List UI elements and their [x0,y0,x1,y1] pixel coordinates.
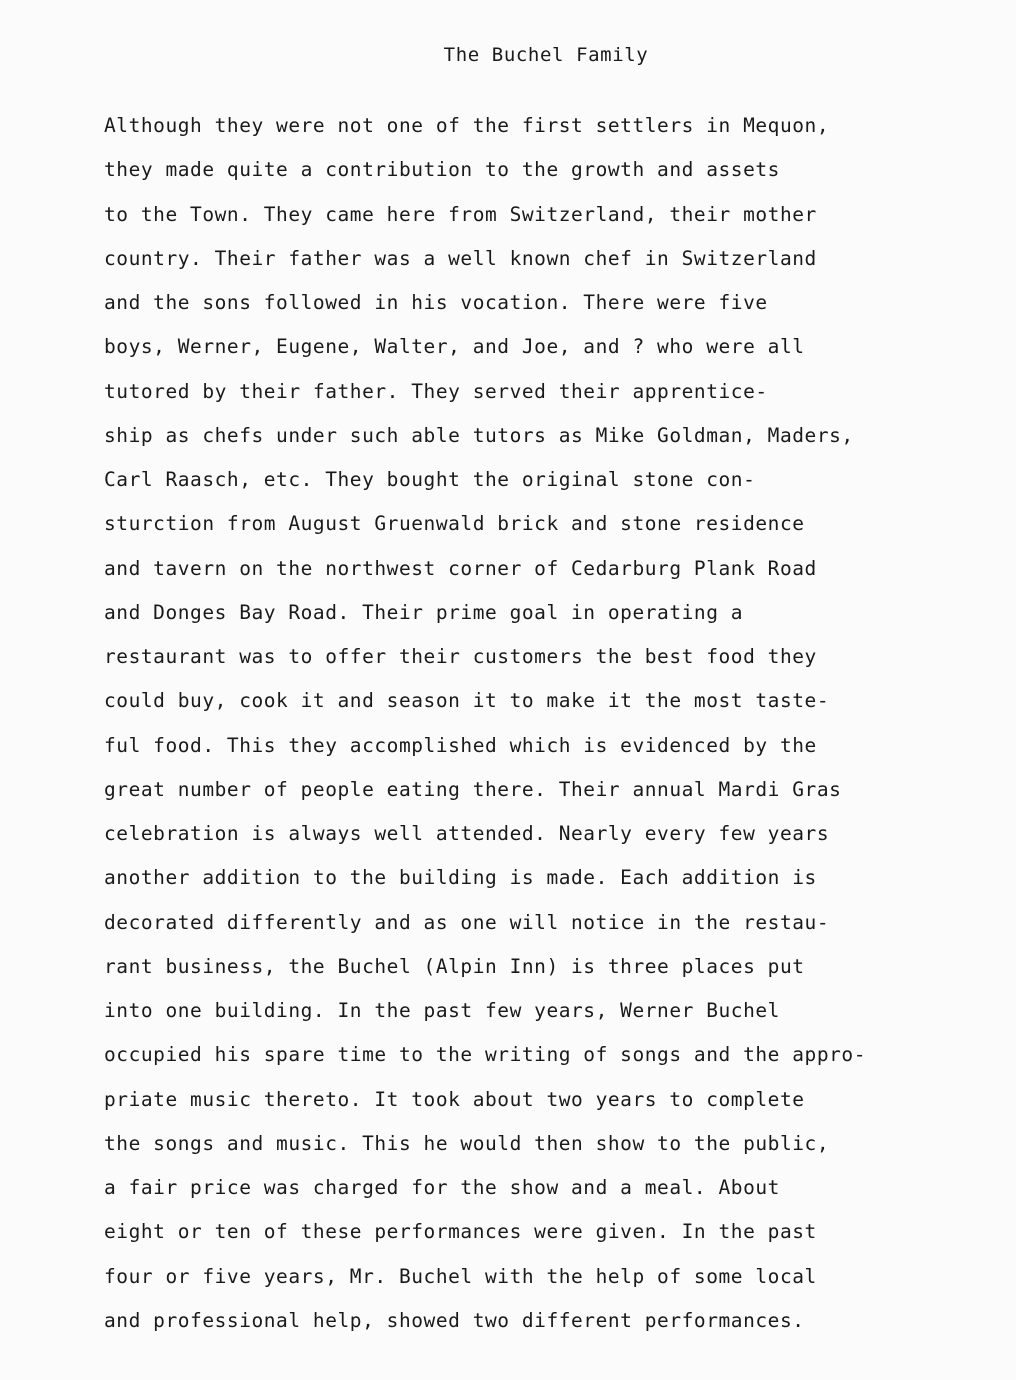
text-line: a fair price was charged for the show and a meal. About [104,1176,780,1199]
text-line: celebration is always well attended. Nearly every few years [104,822,830,845]
text-line: they made quite a contribution to the growth and assets [104,158,780,182]
body-text [104,112,984,1351]
text-line: tutored by their father. They served their apprentice- [104,379,768,403]
text-line: and tavern on the northwest corner of Cedarburg Plank Road [104,556,817,580]
page-title: The Buchel Family [443,44,649,66]
text-line: sturction from August Gruenwald brick and stone residence [104,512,805,536]
text-line: boys, Werner, Eugene, Walter, and Joe, and ? who were all [104,335,805,359]
text-line: the songs and music. This he would then show to the public, [104,1131,830,1155]
text-line: four or five years, Mr. Buchel with the help of some local [104,1264,817,1288]
text-line: ful food. This they accomplished which is evidenced by the [104,733,817,757]
text-line: and the sons followed in his vocation. There were five [104,291,768,314]
text-line: and Donges Bay Road. Their prime goal in operating a [104,600,744,624]
text-line: Although they were not one of the first settlers in Mequon, [104,114,830,137]
text-line: eight or ten of these performances were given. In the past [104,1220,817,1244]
text-line: ship as chefs under such able tutors as Mike Goldman, Maders, [104,423,854,447]
text-line: could buy, cook it and season it to make it the most taste- [104,689,830,713]
text-line: to the Town. They came here from Switzerland, their mother [104,202,817,226]
text-line: decorated differently and as one will notice in the restau- [104,910,830,934]
text-line: occupied his spare time to the writing of songs and the appro- [104,1043,866,1067]
text-line: Carl Raasch, etc. They bought the original stone con- [104,468,756,491]
text-line: and professional help, showed two different performances. [104,1308,805,1332]
text-line: another addition to the building is made. Each addition is [104,866,817,890]
text-line: restaurant was to offer their customers the best food they [104,645,817,668]
text-line: great number of people eating there. Their annual Mardi Gras [104,777,842,801]
text-line: priate music thereto. It took about two years to complete [104,1087,805,1111]
text-line: into one building. In the past few years, Werner Buchel [104,999,780,1022]
text-line: country. Their father was a well known chef in Switzerland [104,246,817,270]
text-line: rant business, the Buchel (Alpin Inn) is three places put [104,954,805,978]
